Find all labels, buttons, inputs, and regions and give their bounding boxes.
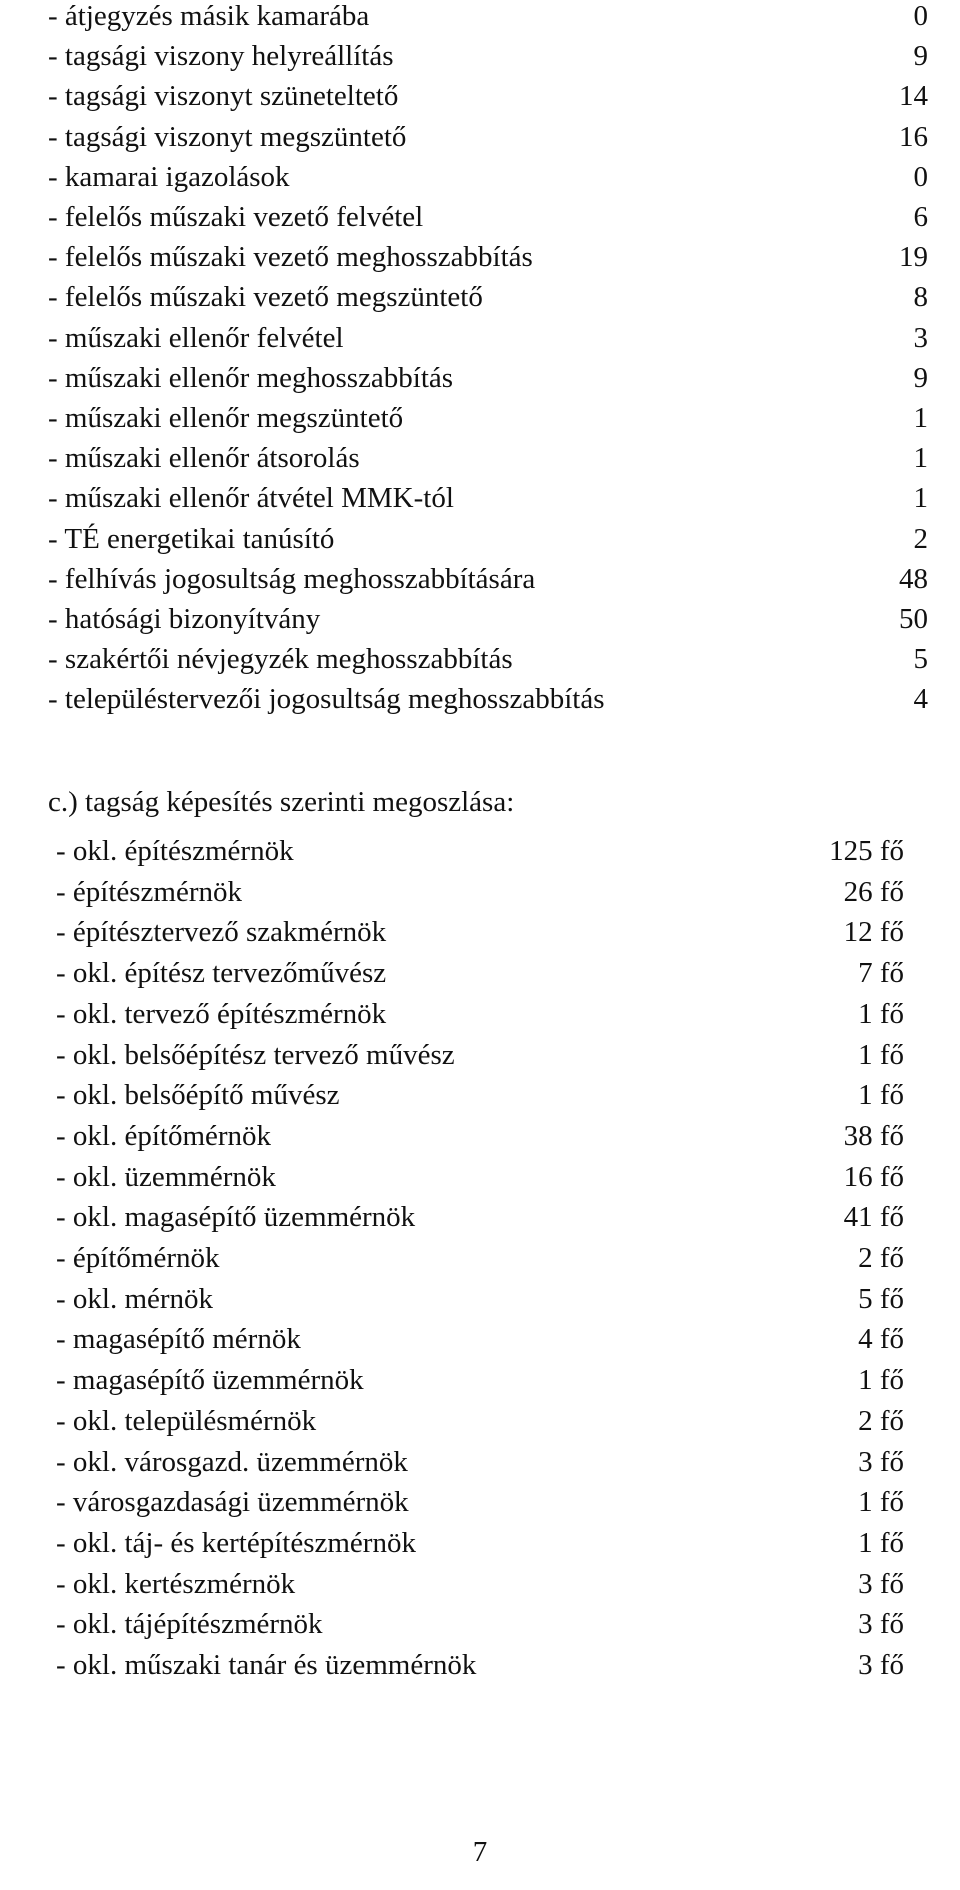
- list-item-label: - okl. tervező építészmérnök: [56, 997, 387, 1030]
- list-item-label: - okl. magasépítő üzemmérnök: [56, 1201, 416, 1234]
- list-item-label: - okl. mérnök: [56, 1282, 214, 1315]
- list-item: [48, 356, 928, 400]
- list-item-value: 16 fő: [843, 1160, 904, 1193]
- list-item: [56, 1480, 904, 1524]
- list-item-label: - szakértői névjegyzék meghosszabbítás: [48, 643, 513, 676]
- list-item: [56, 1399, 904, 1443]
- list-item: [56, 1358, 904, 1402]
- list-item: [48, 155, 928, 199]
- list-item: [48, 557, 928, 601]
- section-c-title: c.) tagság képesítés szerinti megoszlása:: [48, 786, 515, 818]
- list-item: [56, 1114, 904, 1158]
- list-item: [48, 597, 928, 641]
- list-item: [48, 34, 928, 78]
- list-item-label: - okl. építőmérnök: [56, 1119, 272, 1152]
- list-item: [56, 1236, 904, 1280]
- list-item-label: - tagsági viszony helyreállítás: [48, 40, 394, 73]
- list-item: [48, 396, 928, 440]
- list-item-label: - műszaki ellenőr átsorolás: [48, 442, 360, 475]
- list-item-value: 38 fő: [843, 1119, 904, 1152]
- list-item: [56, 1562, 904, 1606]
- list-item-label: - építésztervező szakmérnök: [56, 916, 387, 949]
- list-item: [56, 1643, 904, 1687]
- list-item-label: - építészmérnök: [56, 875, 243, 908]
- list-item-label: - okl. táj- és kertépítészmérnök: [56, 1526, 416, 1559]
- list-item-label: - okl. tájépítészmérnök: [56, 1608, 323, 1641]
- list-item-value: 1 fő: [858, 1364, 904, 1397]
- list-item-label: - műszaki ellenőr megszüntető: [48, 402, 404, 434]
- list-item-value: 7 fő: [858, 957, 904, 990]
- list-item: [56, 1602, 904, 1646]
- list-item-value: 1 fő: [858, 1486, 904, 1519]
- list-item-value: 3 fő: [858, 1608, 904, 1641]
- list-item-label: - okl. üzemmérnök: [56, 1160, 276, 1193]
- list-item-label: - okl. belsőépítész tervező művész: [56, 1038, 455, 1071]
- list-item-label: - építőmérnök: [56, 1242, 220, 1274]
- list-item-value: 0: [913, 0, 928, 32]
- list-item-value: 5: [913, 643, 928, 676]
- list-item-label: - magasépítő üzemmérnök: [56, 1364, 364, 1397]
- list-item: [56, 992, 904, 1036]
- page-number: 7: [472, 1836, 488, 1868]
- list-item: [48, 476, 928, 520]
- list-item: [56, 1033, 904, 1077]
- list-item: [48, 677, 928, 721]
- list-item-value: 2 fő: [858, 1404, 904, 1437]
- list-item-value: 16: [899, 120, 928, 153]
- list-item-label: - hatósági bizonyítvány: [48, 603, 321, 635]
- list-item: [48, 195, 928, 239]
- list-item-value: 50: [899, 603, 928, 635]
- list-item-label: - műszaki ellenőr meghosszabbítás: [48, 361, 454, 394]
- list-item: [56, 910, 904, 954]
- list-item: [56, 1277, 904, 1321]
- list-item-value: 2 fő: [858, 1242, 904, 1274]
- list-item: [48, 275, 928, 319]
- list-item-label: - okl. építész tervezőművész: [56, 957, 387, 990]
- list-item-value: 3 fő: [858, 1445, 904, 1478]
- list-item-value: 3 fő: [858, 1567, 904, 1600]
- list-item-label: - okl. településmérnök: [56, 1404, 317, 1437]
- list-item-value: 1: [913, 442, 928, 475]
- list-item-label: - okl. belsőépítő művész: [56, 1079, 340, 1112]
- list-item-label: - felelős műszaki vezető meghosszabbítás: [48, 241, 533, 274]
- list-item-label: - műszaki ellenőr átvétel MMK-tól: [48, 482, 454, 515]
- list-item: [48, 436, 928, 480]
- list-item-value: 8: [913, 281, 928, 314]
- list-item-label: - településtervezői jogosultság meghosszabbítás: [48, 683, 605, 716]
- list-item-label: - felhívás jogosultság meghosszabbítására: [48, 562, 536, 595]
- list-item: [48, 74, 928, 118]
- list-item-value: 1 fő: [858, 1038, 904, 1071]
- list-item-value: 19: [899, 241, 928, 274]
- list-item-value: 14: [899, 80, 928, 113]
- list-item-value: 1 fő: [858, 1079, 904, 1112]
- list-item: [48, 637, 928, 681]
- list-item-label: - okl. építészmérnök: [56, 835, 294, 867]
- list-item-value: 0: [913, 160, 928, 193]
- list-item-label: - okl. városgazd. üzemmérnök: [56, 1445, 408, 1478]
- list-item-label: - tagsági viszonyt megszüntető: [48, 120, 407, 153]
- list-item-value: 2: [913, 522, 928, 555]
- list-item-label: - magasépítő mérnök: [56, 1323, 301, 1356]
- list-item-value: 1: [913, 402, 928, 434]
- list-item: [56, 829, 904, 873]
- list-item-label: - TÉ energetikai tanúsító: [48, 522, 335, 555]
- list-item-value: 5 fő: [858, 1282, 904, 1315]
- list-item-label: - felelős műszaki vezető felvétel: [48, 201, 424, 233]
- list-item: [56, 1195, 904, 1239]
- list-item-value: 41 fő: [843, 1201, 904, 1234]
- list-item-label: - kamarai igazolások: [48, 160, 290, 193]
- list-item-value: 4: [913, 683, 928, 716]
- list-item: [48, 235, 928, 279]
- list-item-value: 1 fő: [858, 997, 904, 1030]
- list-item: [48, 115, 928, 159]
- list-item-value: 4 fő: [858, 1323, 904, 1356]
- list-item-label: - tagsági viszonyt szüneteltető: [48, 80, 399, 113]
- list-item-value: 26 fő: [843, 875, 904, 908]
- list-item: [48, 0, 928, 38]
- list-item-label: - okl. kertészmérnök: [56, 1567, 296, 1600]
- list-item-label: - felelős műszaki vezető megszüntető: [48, 281, 483, 314]
- list-item: [56, 1073, 904, 1117]
- list-item-label: - városgazdasági üzemmérnök: [56, 1486, 409, 1519]
- list-item: [48, 517, 928, 561]
- list-item: [48, 316, 928, 360]
- list-item: [56, 1521, 904, 1565]
- list-item-value: 12 fő: [843, 916, 904, 949]
- list-item-value: 3: [913, 321, 928, 354]
- list-item: [56, 1317, 904, 1361]
- list-item-label: - okl. műszaki tanár és üzemmérnök: [56, 1649, 477, 1681]
- list-item: [56, 870, 904, 914]
- list-item-value: 6: [913, 201, 928, 233]
- list-item-value: 1: [913, 482, 928, 515]
- list-item: [56, 1440, 904, 1484]
- list-item-value: 9: [913, 40, 928, 73]
- list-item: [56, 1155, 904, 1199]
- list-item-value: 9: [913, 361, 928, 394]
- list-item: [56, 951, 904, 995]
- list-item-value: 1 fő: [858, 1526, 904, 1559]
- list-item-value: 48: [899, 562, 928, 595]
- list-item-value: 125 fő: [829, 835, 904, 867]
- list-item-value: 3 fő: [858, 1649, 904, 1681]
- list-item-label: - műszaki ellenőr felvétel: [48, 321, 344, 354]
- list-item-label: - átjegyzés másik kamarába: [48, 0, 370, 32]
